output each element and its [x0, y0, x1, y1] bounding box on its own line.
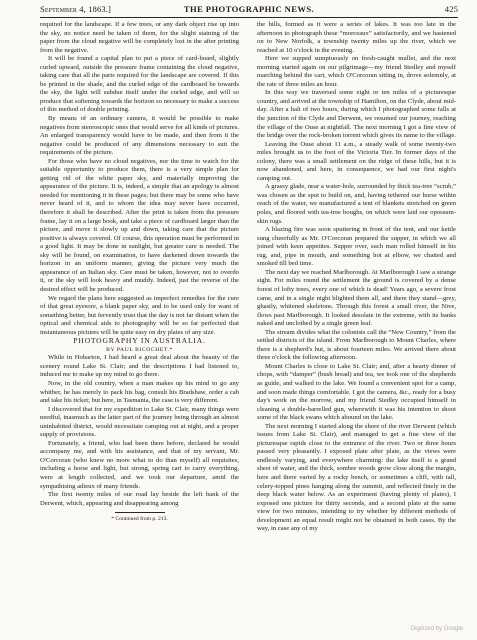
left-column: [40, 21, 239, 621]
paragraph: The stream divides what the colonists call the “New Country,” from the settled districts of the island. From Marlborough to Mount Charles, where there is a shepherd's hut, is about fourteen miles. We arrived there about three o'clock the following afternoon.: [257, 328, 456, 362]
page-number: 425: [444, 4, 458, 14]
paragraph: Now, in the old country, when a man makes up his mind to go any whither, he has merely to pack his bag, consult his Bradshaw, order a cab and take his ticket; but here, in Tasmania, the case is very different.: [40, 379, 239, 405]
paragraph: required for the landscape. If a few trees, or any dark object rise up into the sky, no notice need be taken of them, for the slight staining of the paper from the cloud negative will be completely lost in the after printing from the negative.: [40, 21, 239, 54]
right-column: [257, 21, 456, 621]
header-rule: [40, 17, 458, 18]
paragraph: A grassy glade, near a water-hole, surrounded by thick tea-tree “scrub,” was chosen as the spot to build on, and, having tethered our horse within reach of the water, we manufactured a tent of blankets stretched on green poles, and floored with tea-tree boughs, on which were laid our opossum-skin rugs.: [257, 183, 456, 225]
paragraph: While in Hobarton, I had heard a great deal about the beauty of the scenery round Lake St. Clair; and the descriptions I had listened to, induced me to make up my mind to go there.: [40, 354, 239, 379]
paragraph: Fortunately, a friend, who had been there before, declared he would accompany me, and with his assistance, and that of my servant, Mr. O'Corcoran (who knew no more what to do than myself) all requisites, including a horse and light, but strong, spring cart to carry everything, were at length collected, and we took our departure, amid the sympathising adieux of many friends.: [40, 439, 239, 490]
paragraph: The next day we reached Marlborough. At Marlborough I saw a strange sight. For miles round the settlement the ground is covered by a dense forest of lofty trees, every one of which is dead! Years ago, a severe frost came, and in a single night blighted them all, and there they stand—grey, ghastly, whitened skeletons. Through this forest a small river, the Nive, flows past Marlborough. It looked desolate in the extreme, with its banks naked and unclothed by a single green leaf.: [257, 268, 456, 328]
paragraph: A blazing fire was soon sputtering in front of the tent, and our kettle sung cheerfully as Mr. O'Corcoran prepared the supper, in which we all joined with keen appetites. Supper over, each man rolled himself in his rug, and, pipe in mouth, and something hot at elbow, we chatted and smoked till bed time.: [257, 226, 456, 268]
header-date: September 4, 1863.]: [40, 4, 111, 14]
digitization-watermark: Digitized by Google: [410, 626, 463, 632]
paragraph: We regard the plans here suggested as imperfect remedies for the cure of that great eyesore, a blank paper sky, and to be used only for want of something better, but fervently trust that the day is not far distant when the optical and chemical aids to photography will be so far perfected that instantaneous pictures will be quite easy on dry plates of any size.: [40, 294, 239, 336]
paragraph: I discovered that for my expedition to Lake St. Clair, many things were needful, inasmuch as the latter part of the journey being through an almost uninhabited district, would necessitate camping out at night, and a proper supply of provisions.: [40, 405, 239, 439]
paragraph: Mount Charles is close to Lake St. Clair; and, after a hearty dinner of chops, with “damper” (bush bread) and tea, we took one of the shepherds as guide, and walked to the lake. We found a convenient spot for a camp, and soon made things comfortable. I got the camera, &c., ready for a busy day's work on the morrow, and my friend Stedley occupied himself in cleaning a double-barrelled gun, wherewith it was his intention to shoot some of the black swans which abound on the lake.: [257, 362, 456, 422]
paragraph: Leaving the Ouse about 11 a.m., a steady walk of some twenty-two miles brought us to the foot of the Victoria Tier. In former days of the colony, there was a small settlement on the ridge of these hills, but it is now abandoned, and here, in consequence, we had our first night's camping out.: [257, 140, 456, 182]
paragraph: The first twenty miles of our road lay beside the left bank of the Derwent, which, appearing and disappearing among: [40, 491, 239, 507]
article-byline: BY PAUL BICOCHET.*: [106, 346, 173, 353]
paragraph: It will be found a capital plan to put a piece of card-board, slightly curled upward, outside the pressure frame containing the cloud negative, taking care that all the parts required for the landscape are covered. If this be printed in the shade, and the curled edge of the cardboard be towards the sky, the light will subdue itself under the curled edge, and will so produce that softening towards the horizon so necessary to make a success of this method of double printing.: [40, 55, 239, 114]
paragraph: By means of an ordinary camera, it would be possible to make negatives from stereoscopic ones that would serve for all kinds of pictures. An enlarged transparency would have to be made, and then from it the negative could be produced of any dimensions necessary to suit the requirements of the picture.: [40, 115, 239, 157]
paragraph: In this way we traversed some eight or ten miles of a picturesque country, and arrived at the township of Hamilton, on the Clyde, about mid-day. After a halt of two hours, during which I photographed some falls at the junction of the Clyde and Derwent, we resumed our journey, reaching the village of the Ouse at nightfall. The next morning I got a fine view of the bridge over the rock-broken torrent which gives its name to the village.: [257, 89, 456, 140]
footnote: * Continued from p. 213.: [111, 516, 168, 523]
paragraph: The next morning I started along the shore of the river Derwent (which issues from Lake St. Clair), and managed to get a fine view of the picturesque rapids close to the entrance of the river. Two or three hours passed very pleasantly. I exposed plate after plate, as the views were endlessly varying, and everywhere charming: the lake itself is a grand sheet of water, and the thick, sombre woods grow close along the margin, here and there varied by a rocky bench, or sometimes a cliff, with tall, celery-topped pines hanging along the summit, and reflected finely in the deep black water below. As an experiment (having plenty of plates), I exposed one picture for thirty seconds, and a second plate at the same view for two minutes, intending to try whether by different methods of development an equal result might not be obtained in both cases. By the way, in case any of my: [257, 422, 456, 533]
paragraph: the hills, formed as it were a series of lakes. It was too late in the afternoon to photograph these “morceaux” satisfactorily, and we hastened on to New Norfolk, a township twenty miles up the river, which we reached at 10 o'clock in the evening.: [257, 21, 456, 54]
paragraph: For those who have no cloud negatives, nor the time to watch for the suitable opportunity to produce them, there is a very simple plan for getting rid of the white paper sky, and materially improving the appearance of the picture. It is, indeed, a simple that an apology is almost needed for mentioning it in these pages; but there may be some who have never heard of it, and to whom the idea may never have occurred, therefore it shall be described. After the print is taken from the pressure frame, lay it on a large book, and take a piece of cardboard larger than the picture, and move it slowly up and down, taking care that the picture positive is always covered. Of course, this operation must be performed in a good light. It may be done in sunlight, but greater care is needed. The sky will be found, on examination, to have darkened down towards the horizon in an uniform manner, giving the picture very much the appearance of an Italian sky. Care must be taken, however, not to overdo it, or the sky will look heavy and muddy. Indeed, just the reverse of the desired effect will be produced.: [40, 157, 239, 293]
paragraph: Here we supped sumptuously on fresh-caught mullet, and the next morning started again on our pilgrimage—my friend Stedley and myself marching behind the cart, which O'Corcoran sitting in, drove solemnly, at the rate of three miles an hour.: [257, 55, 456, 88]
article-title: PHOTOGRAPHY IN AUSTRALIA.: [73, 336, 206, 346]
journal-title: THE PHOTOGRAPHIC NEWS.: [183, 4, 315, 14]
running-header: [40, 4, 458, 18]
footnote-rule: [115, 512, 165, 513]
